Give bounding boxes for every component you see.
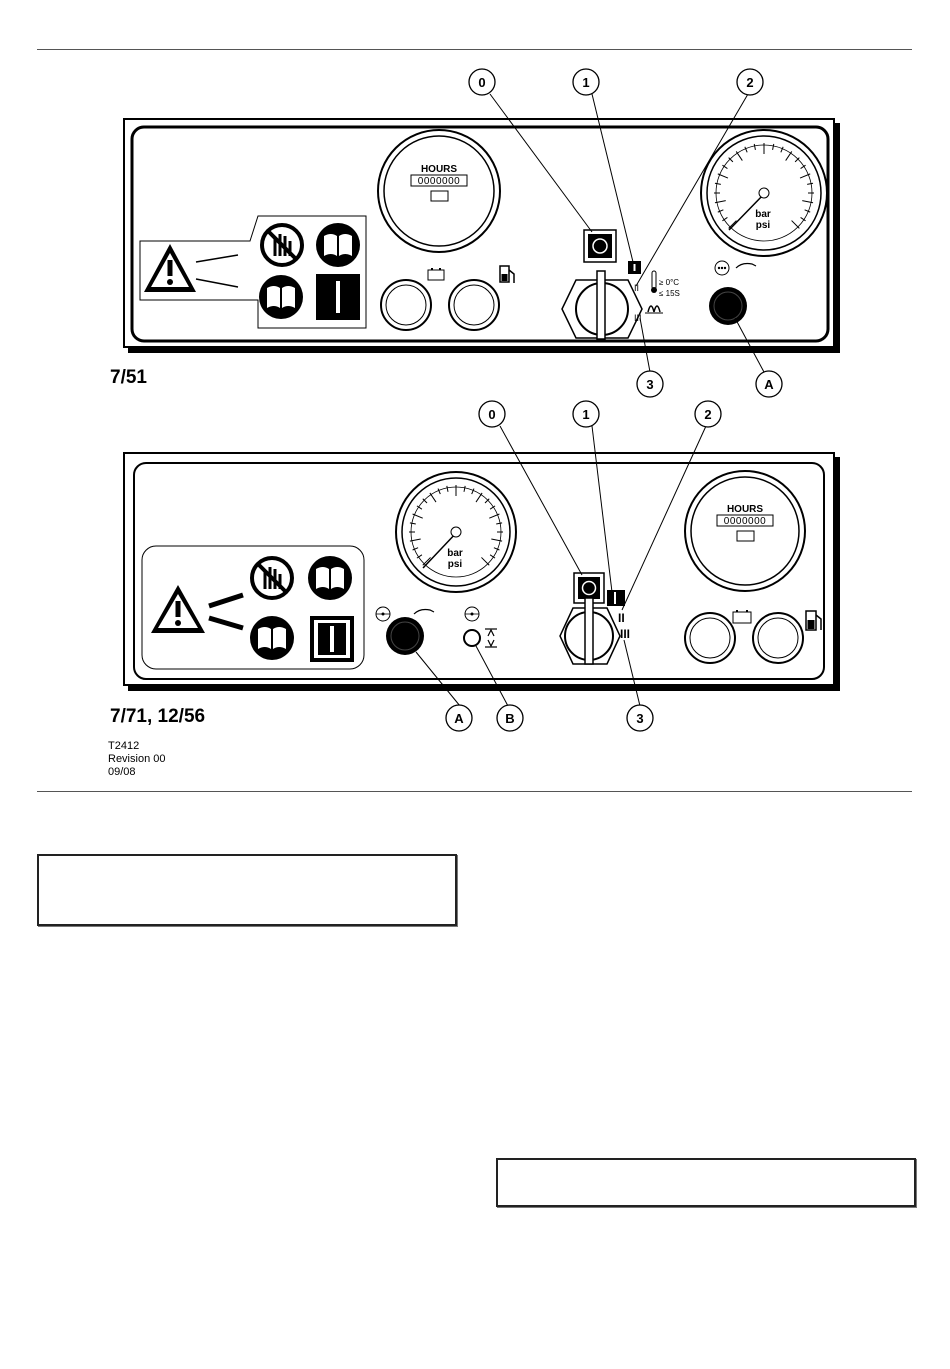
document-revision: Revision 00 xyxy=(108,753,166,765)
switch-on-symbol-icon xyxy=(316,274,360,320)
callout-0 xyxy=(479,401,505,427)
document-meta xyxy=(108,740,165,779)
empty-note-box xyxy=(496,1158,916,1207)
pressure-gauge xyxy=(701,130,827,256)
svg-text:0: 0 xyxy=(488,407,496,422)
callout-1 xyxy=(573,401,599,427)
callout-a xyxy=(756,371,782,397)
stop-position-marker xyxy=(584,230,616,262)
manual-book-icon xyxy=(316,223,360,267)
preheat-duration-note: ≤ 15S xyxy=(659,289,680,298)
svg-text:A: A xyxy=(764,377,774,392)
gauge-unit-bar: bar xyxy=(447,548,463,559)
empty-note-box xyxy=(37,854,457,926)
hours-counter: 0000000 xyxy=(723,516,767,527)
manual-book-icon xyxy=(250,616,294,660)
svg-text:0: 0 xyxy=(478,75,486,90)
svg-text:A: A xyxy=(454,711,464,726)
switch-position-2-label: II xyxy=(634,283,640,293)
warning-sticker xyxy=(142,546,364,669)
svg-text:1: 1 xyxy=(582,407,590,422)
thermometer-icon xyxy=(651,271,657,293)
battery-icon xyxy=(733,610,751,623)
figure-2-caption: 7/71, 12/56 xyxy=(110,706,206,727)
callout-3 xyxy=(637,371,663,397)
no-hand-icon xyxy=(262,225,302,265)
manual-book-icon xyxy=(308,556,352,600)
hour-meter-gauge xyxy=(685,471,805,591)
panel-7-71-12-56 xyxy=(124,401,840,731)
callout-2 xyxy=(737,69,763,95)
callout-b xyxy=(497,705,523,731)
callout-2 xyxy=(695,401,721,427)
callout-1 xyxy=(573,69,599,95)
panel-7-51 xyxy=(124,69,840,397)
figure-1-caption: 7/51 xyxy=(110,367,147,388)
hours-label: HOURS xyxy=(420,164,458,175)
callout-3 xyxy=(627,705,653,731)
svg-text:3: 3 xyxy=(636,711,644,726)
document-date: 09/08 xyxy=(108,766,136,778)
temperature-note: ≥ 0°C xyxy=(659,278,680,287)
callout-a xyxy=(446,705,472,731)
switch-on-symbol-icon xyxy=(310,616,354,662)
hours-counter: 0000000 xyxy=(417,176,461,187)
indicator-lamp-b xyxy=(464,630,480,646)
svg-text:B: B xyxy=(505,711,515,726)
no-hand-icon xyxy=(252,558,292,598)
document-code: T2412 xyxy=(108,740,140,752)
gauge-unit-psi: psi xyxy=(755,220,771,231)
gauge-unit-psi: psi xyxy=(447,559,463,570)
hour-meter-gauge xyxy=(378,130,500,252)
svg-text:1: 1 xyxy=(582,75,590,90)
hours-label: HOURS xyxy=(726,504,764,515)
switch-position-2-label: II xyxy=(618,611,625,625)
callout-0 xyxy=(469,69,495,95)
gauge-unit-bar: bar xyxy=(755,209,771,220)
pressure-gauge xyxy=(396,472,516,592)
svg-text:2: 2 xyxy=(704,407,712,422)
svg-text:2: 2 xyxy=(746,75,754,90)
switch-position-3-label: III xyxy=(620,627,631,641)
battery-icon xyxy=(428,268,444,280)
manual-book-icon xyxy=(259,275,303,319)
svg-text:3: 3 xyxy=(646,377,654,392)
switch-position-3-label: III xyxy=(634,313,642,323)
